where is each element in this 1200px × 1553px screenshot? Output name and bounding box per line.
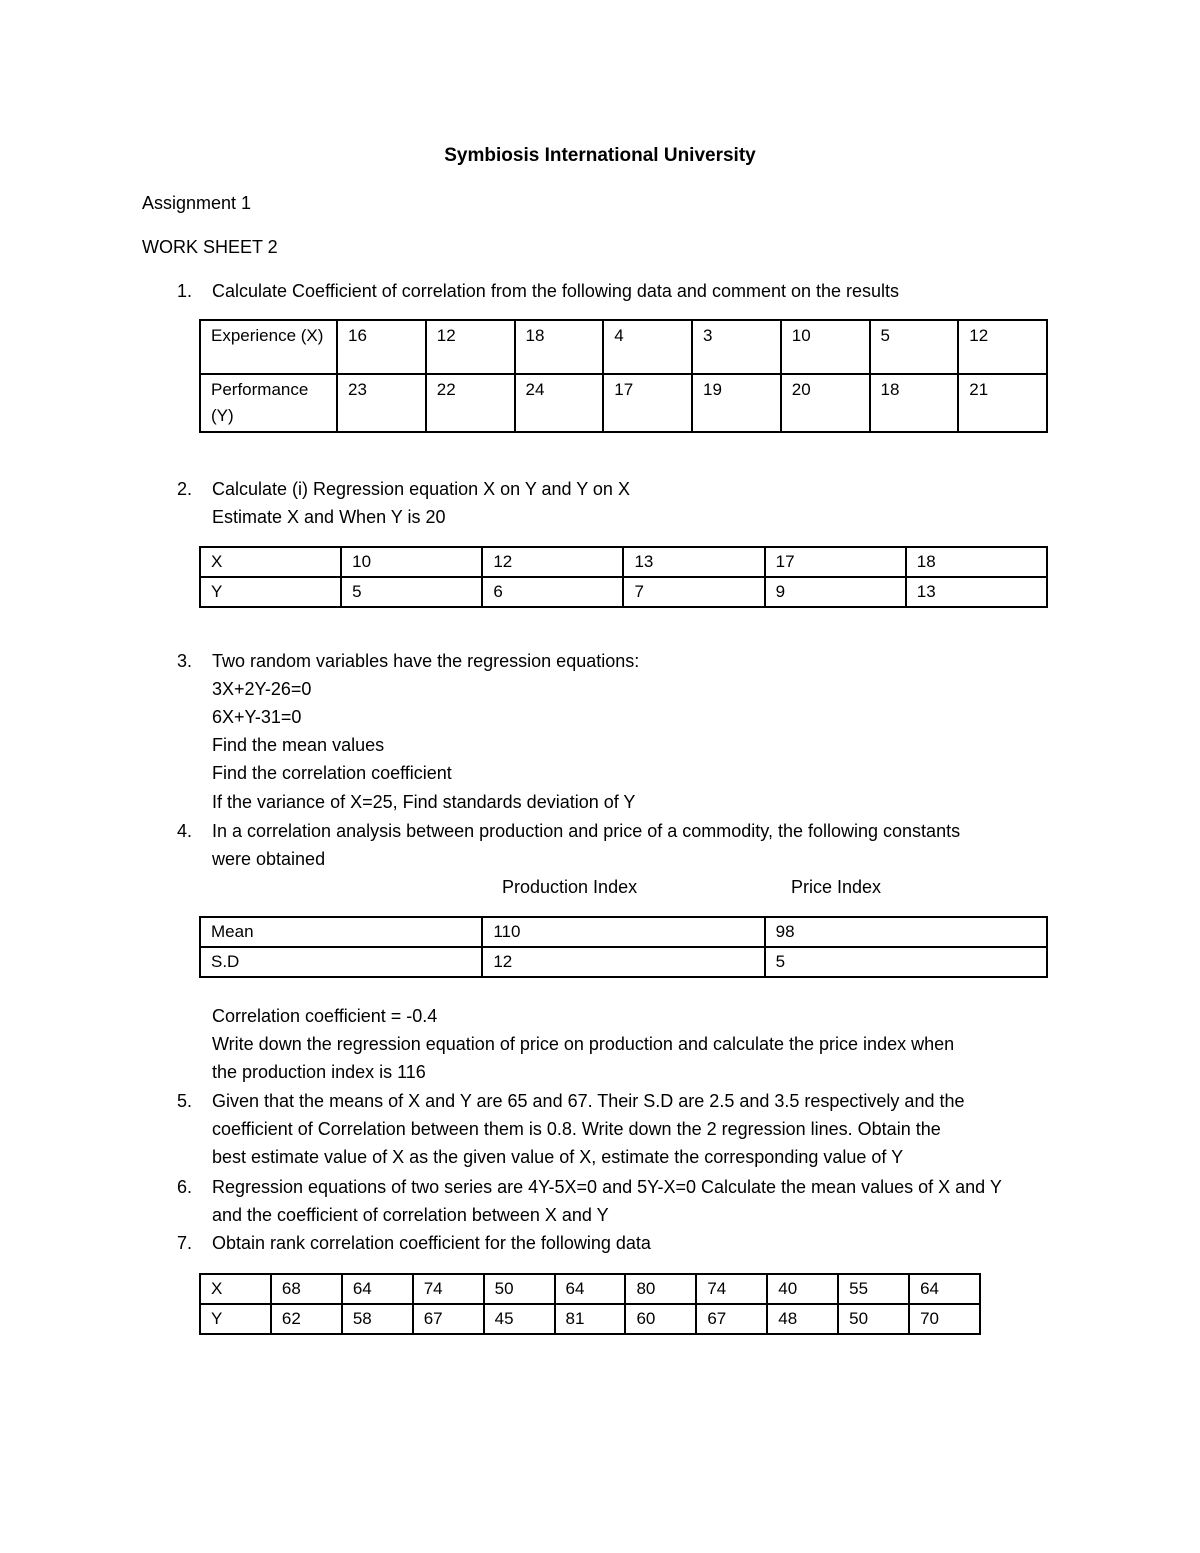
table-cell: 80: [625, 1274, 696, 1304]
table-cell: 64: [342, 1274, 413, 1304]
table-row: [200, 1304, 980, 1334]
table-cell: 12: [958, 320, 1047, 374]
table-cell: 12: [482, 547, 623, 577]
table-row: [200, 320, 1047, 374]
question-3-line-1: Two random variables have the regression equations:: [212, 651, 640, 671]
production-index-header: Production Index: [502, 877, 638, 897]
question-6-number: 6.: [176, 1177, 192, 1197]
question-3-line-5: Find the correlation coefficient: [212, 763, 452, 783]
question-7-number: 7.: [176, 1233, 192, 1253]
table-cell: 4: [603, 320, 692, 374]
question-2-line-1: Calculate (i) Regression equation X on Y and Y on X: [212, 479, 630, 499]
table-cell: 7: [623, 577, 764, 607]
question-4-number: 4.: [176, 821, 192, 841]
table-cell: 10: [341, 547, 482, 577]
table-cell: 9: [765, 577, 906, 607]
question-6-line-1: Regression equations of two series are 4Y-5X=0 and 5Y-X=0 Calculate the mean values of X and Y: [212, 1177, 1002, 1197]
table-row: [200, 917, 1047, 947]
row-label-sd: S.D: [200, 947, 482, 977]
table-cell: 3: [692, 320, 781, 374]
question-3-line-3: 6X+Y-31=0: [212, 707, 302, 727]
table-row: [200, 577, 1047, 607]
row-label-mean: Mean: [200, 917, 482, 947]
table-cell: 24: [515, 374, 604, 432]
question-4-after-3: the production index is 116: [212, 1062, 426, 1082]
table-cell: 60: [625, 1304, 696, 1334]
table-cell: 45: [484, 1304, 555, 1334]
assignment-label: Assignment 1: [142, 193, 252, 213]
table-cell: 40: [767, 1274, 838, 1304]
question-4-after-2: Write down the regression equation of price on production and calculate the price index when: [212, 1034, 955, 1054]
question-7-text: Obtain rank correlation coefficient for the following data: [212, 1233, 651, 1253]
table-cell: 13: [906, 577, 1047, 607]
table-cell: 17: [765, 547, 906, 577]
row-label-x: X: [200, 547, 341, 577]
table-row: [200, 374, 1047, 432]
table-cell: 74: [696, 1274, 767, 1304]
table-cell: 23: [337, 374, 426, 432]
table-cell: 13: [623, 547, 764, 577]
price-index-header: Price Index: [791, 877, 882, 897]
table-cell: 50: [838, 1304, 909, 1334]
table-cell: 62: [271, 1304, 342, 1334]
table-cell: 18: [515, 320, 604, 374]
question-6-line-2: and the coefficient of correlation between X and Y: [212, 1205, 609, 1225]
table-cell: 67: [413, 1304, 484, 1334]
table-row: [200, 1274, 980, 1304]
table-cell: 48: [767, 1304, 838, 1334]
question-2-line-2: Estimate X and When Y is 20: [212, 507, 446, 527]
question-5-line-3: best estimate value of X as the given value of X, estimate the corresponding value of Y: [212, 1147, 904, 1167]
question-4-line-2: were obtained: [212, 849, 326, 869]
table-cell: 19: [692, 374, 781, 432]
table-cell: 6: [482, 577, 623, 607]
table-cell: 64: [909, 1274, 980, 1304]
page-title: Symbiosis International University: [444, 145, 756, 166]
table-cell: 70: [909, 1304, 980, 1334]
row-label-experience: Experience (X): [200, 320, 337, 374]
table-cell: 81: [555, 1304, 626, 1334]
table-cell: 55: [838, 1274, 909, 1304]
table-cell: 18: [906, 547, 1047, 577]
table-cell: 22: [426, 374, 515, 432]
experience-performance-table: [199, 319, 1048, 433]
question-5-line-1: Given that the means of X and Y are 65 and 67. Their S.D are 2.5 and 3.5 respectively and the: [212, 1091, 965, 1111]
table-cell: 68: [271, 1274, 342, 1304]
table-cell: 12: [426, 320, 515, 374]
question-5-number: 5.: [176, 1091, 192, 1111]
constants-table: [199, 916, 1048, 978]
question-4-after-1: Correlation coefficient = -0.4: [212, 1006, 438, 1026]
table-cell: 110: [482, 917, 764, 947]
table-cell: 21: [958, 374, 1047, 432]
table-cell: 50: [484, 1274, 555, 1304]
question-1-text: Calculate Coefficient of correlation from the following data and comment on the results: [212, 281, 900, 301]
table-cell: 5: [341, 577, 482, 607]
table-cell: 5: [870, 320, 959, 374]
question-3-line-2: 3X+2Y-26=0: [212, 679, 312, 699]
table-cell: 74: [413, 1274, 484, 1304]
row-label-x: X: [200, 1274, 271, 1304]
table-cell: 98: [765, 917, 1047, 947]
question-4-line-1: In a correlation analysis between production and price of a commodity, the following constants: [212, 821, 961, 841]
table-cell: 58: [342, 1304, 413, 1334]
worksheet-label: WORK SHEET 2: [142, 237, 278, 257]
table-row: [200, 947, 1047, 977]
table-cell: 18: [870, 374, 959, 432]
question-1-number: 1.: [176, 281, 192, 301]
question-3-line-4: Find the mean values: [212, 735, 385, 755]
regression-xy-table: [199, 546, 1048, 608]
row-label-y: Y: [200, 1304, 271, 1334]
table-cell: 17: [603, 374, 692, 432]
question-5-line-2: coefficient of Correlation between them is 0.8. Write down the 2 regression lines. Obtain the: [212, 1119, 941, 1139]
rank-correlation-table: [199, 1273, 981, 1335]
table-cell: 67: [696, 1304, 767, 1334]
question-3-number: 3.: [176, 651, 192, 671]
table-row: [200, 547, 1047, 577]
table-cell: 12: [482, 947, 764, 977]
question-3-line-6: If the variance of X=25, Find standards deviation of Y: [212, 792, 636, 812]
row-label-performance: Performance (Y): [200, 374, 337, 432]
question-2-number: 2.: [176, 479, 192, 499]
table-cell: 16: [337, 320, 426, 374]
row-label-y: Y: [200, 577, 341, 607]
table-cell: 20: [781, 374, 870, 432]
table-cell: 10: [781, 320, 870, 374]
table-cell: 5: [765, 947, 1047, 977]
table-cell: 64: [555, 1274, 626, 1304]
